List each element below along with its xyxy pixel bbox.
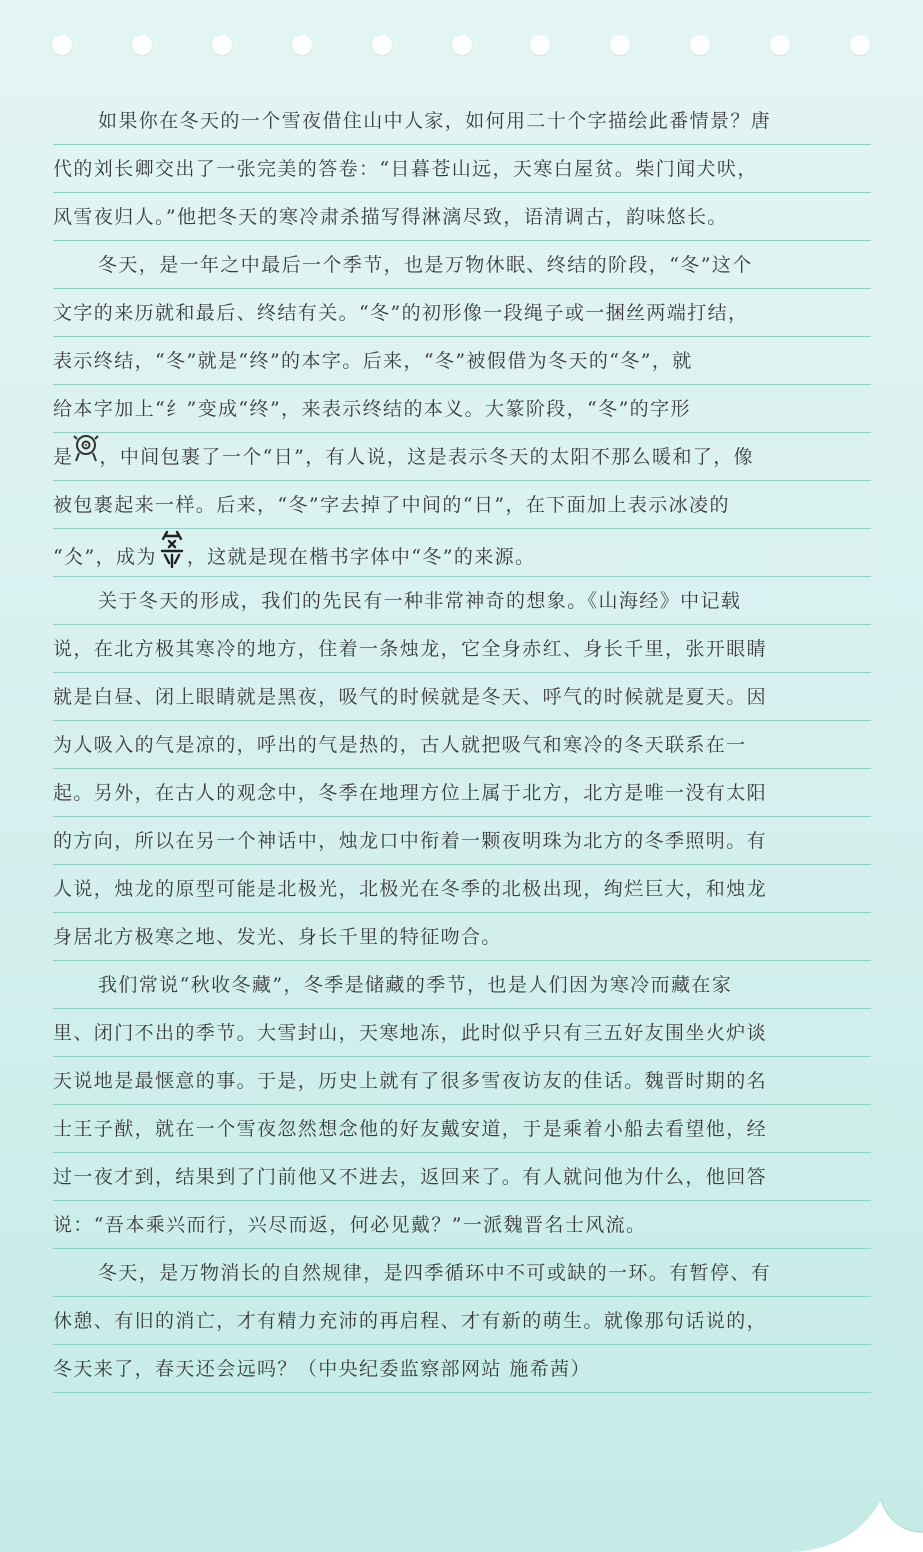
text-line — [53, 1345, 871, 1393]
text-line — [53, 625, 871, 673]
binder-hole-11 — [850, 35, 870, 55]
text-segment: 文字的来历就和最后、终结有关。“冬”的初形像一段绳子或一捆丝两端打结， — [53, 302, 749, 324]
text-segment: “仌”，成为 — [53, 546, 157, 568]
text-line — [53, 289, 871, 337]
text-segment: 士王子猷，就在一个雪夜忽然想念他的好友戴安道，于是乘着小船去看望他，经 — [53, 1118, 768, 1140]
binder-hole-4 — [292, 35, 312, 55]
text-segment: 天说地是最惬意的事。于是，历史上就有了很多雪夜访友的佳话。魏晋时期的名 — [53, 1070, 768, 1092]
text-segment: 过一夜才到，结果到了门前他又不进去，返回来了。有人就问他为什么，他回答 — [53, 1166, 768, 1188]
text-segment: 表示终结，“冬”就是“终”的本字。后来，“冬”被假借为冬天的“冬”，就 — [53, 350, 693, 372]
text-segment: 中间包裹了一个“日”，有人说，这是表示冬天的太阳不那么暖和了，像 — [119, 446, 755, 468]
text-line — [53, 145, 871, 193]
text-line — [53, 865, 871, 913]
text-line — [53, 769, 871, 817]
text-segment: 冬天，是万物消长的自然规律，是四季循环中不可或缺的一环。有暂停、有 — [98, 1262, 772, 1284]
text-segment: 给本字加上“纟”变成“终”，来表示终结的本义。大篆阶段，“冬”的字形 — [53, 398, 691, 420]
text-line — [53, 961, 871, 1009]
text-line — [53, 817, 871, 865]
text-segment: 人说，烛龙的原型可能是北极光，北极光在冬季的北极出现，绚烂巨大，和烛龙 — [53, 878, 768, 900]
text-segment: 我们常说“秋收冬藏”，冬季是储藏的季节，也是人们因为寒冷而藏在家 — [98, 974, 733, 996]
text-segment: 说，在北方极其寒冷的地方，住着一条烛龙，它全身赤红、身长千里，张开眼睛 — [53, 638, 768, 660]
text-segment: 身居北方极寒之地、发光、身长千里的特征吻合。 — [53, 926, 502, 948]
binder-hole-5 — [372, 35, 392, 55]
text-segment: 起。另外，在古人的观念中，冬季在地理方位上属于北方，北方是唯一没有太阳 — [53, 782, 768, 804]
text-line — [53, 1057, 871, 1105]
text-segment: 冬天，是一年之中最后一个季节，也是万物休眠、终结的阶段，“冬”这个 — [98, 254, 753, 276]
text-line — [53, 529, 871, 577]
text-line — [53, 97, 871, 145]
text-line — [53, 1105, 871, 1153]
text-line — [53, 433, 871, 481]
text-segment: 里、闭门不出的季节。大雪封山，天寒地冻，此时似乎只有三五好友围坐火炉谈 — [53, 1022, 768, 1044]
text-segment: 冬天来了，春天还会远吗？（中央纪委监察部网站 施希茜） — [53, 1358, 591, 1380]
text-line — [53, 481, 871, 529]
text-segment: 说：“吾本乘兴而行，兴尽而返，何必见戴？”一派魏晋名士风流。 — [53, 1214, 647, 1236]
text-line — [53, 577, 871, 625]
text-line — [53, 1153, 871, 1201]
binder-hole-9 — [690, 35, 710, 55]
binder-hole-2 — [132, 35, 152, 55]
binder-hole-10 — [770, 35, 790, 55]
binder-hole-6 — [452, 35, 472, 55]
binder-holes — [0, 35, 923, 55]
text-line — [53, 1201, 871, 1249]
article-body — [53, 97, 871, 1393]
binder-hole-1 — [52, 35, 72, 55]
binder-hole-7 — [530, 35, 550, 55]
text-segment: 是 — [53, 446, 74, 468]
text-line — [53, 1009, 871, 1057]
binder-hole-8 — [610, 35, 630, 55]
text-segment: 就是白昼、闭上眼睛就是黑夜，吸气的时候就是冬天、呼气的时候就是夏天。因 — [53, 686, 768, 708]
text-segment: 被包裹起来一样。后来，“冬”字去掉了中间的“日”，在下面加上表示冰凌的 — [53, 494, 730, 516]
text-segment: ， — [99, 446, 120, 468]
text-segment: 的方向，所以在另一个神话中，烛龙口中衔着一颗夜明珠为北方的冬季照明。有 — [53, 830, 768, 852]
text-segment: 风雪夜归人。”他把冬天的寒冷肃杀描写得淋漓尽致，语清调古，韵味悠长。 — [53, 206, 728, 228]
text-segment: 为人吸入的气是凉的，呼出的气是热的，古人就把吸气和寒冷的冬天联系在一 — [53, 734, 747, 756]
text-line — [53, 673, 871, 721]
text-segment: 关于冬天的形成，我们的先民有一种非常神奇的想象。《山海经》中记载 — [98, 590, 742, 612]
bronze-script-dong-icon — [157, 529, 187, 577]
text-line — [53, 1249, 871, 1297]
text-line — [53, 193, 871, 241]
text-line — [53, 385, 871, 433]
text-line — [53, 1297, 871, 1345]
text-line — [53, 721, 871, 769]
text-segment: 如果你在冬天的一个雪夜借住山中人家，如何用二十个字描绘此番情景？唐 — [98, 110, 772, 132]
text-line — [53, 337, 871, 385]
text-segment: 代的刘长卿交出了一张完美的答卷：“日暮苍山远，天寒白屋贫。柴门闻犬吠， — [53, 158, 758, 180]
binder-hole-3 — [212, 35, 232, 55]
text-segment: 休憩、有旧的消亡，才有精力充沛的再启程、才有新的萌生。就像那句话说的， — [53, 1310, 768, 1332]
page-curl-corner — [793, 1462, 923, 1552]
seal-script-dong-icon — [73, 434, 99, 481]
text-segment: ，这就是现在楷书字体中“冬”的来源。 — [186, 546, 536, 568]
text-line — [53, 913, 871, 961]
text-line — [53, 241, 871, 289]
